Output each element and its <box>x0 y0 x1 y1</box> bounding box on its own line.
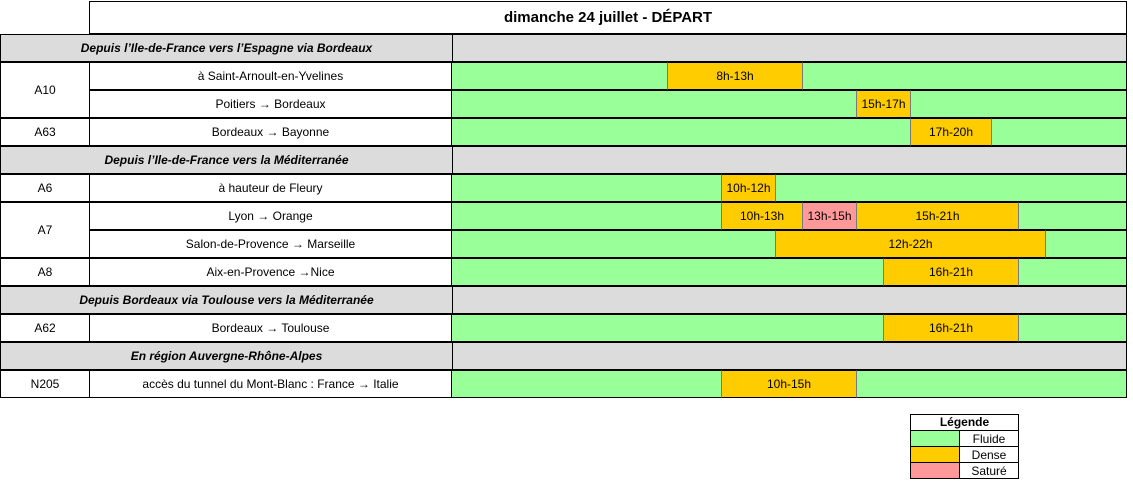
traffic-segment-fluide <box>452 174 722 202</box>
road-label: A8 <box>0 258 90 286</box>
traffic-segment-fluide <box>452 90 857 118</box>
road-label: A7 <box>0 202 90 258</box>
traffic-segment-fluide <box>992 118 1127 146</box>
traffic-segment-fluide <box>452 118 911 146</box>
traffic-segment-fluide <box>452 62 668 90</box>
legend-title: Légende <box>910 414 1019 431</box>
road-label: A6 <box>0 174 90 202</box>
traffic-segment-fluide <box>1019 258 1127 286</box>
traffic-segment-dense: 15h-21h <box>857 202 1019 230</box>
chart-title: dimanche 24 juillet - DÉPART <box>89 1 1127 34</box>
legend-swatch-sature <box>910 462 960 479</box>
route-description: à hauteur de Fleury <box>89 174 452 202</box>
route-description: Poitiers → Bordeaux <box>89 90 452 118</box>
traffic-segment-dense: 10h-13h <box>722 202 803 230</box>
traffic-segment-fluide <box>452 314 884 342</box>
section-bar-area <box>452 286 1127 314</box>
traffic-segment-dense: 15h-17h <box>857 90 911 118</box>
traffic-segment-fluide <box>911 90 1127 118</box>
traffic-segment-fluide <box>803 62 1127 90</box>
traffic-segment-sature: 13h-15h <box>803 202 857 230</box>
legend-swatch-dense <box>910 446 960 463</box>
traffic-segment-fluide <box>452 202 722 230</box>
section-bar-area <box>452 342 1127 370</box>
road-label: N205 <box>0 370 90 398</box>
road-label: A62 <box>0 314 90 342</box>
section-label: En région Auvergne-Rhône-Alpes <box>0 342 453 370</box>
traffic-segment-dense: 17h-20h <box>911 118 992 146</box>
traffic-segment-fluide <box>776 174 1127 202</box>
traffic-segment-dense: 16h-21h <box>884 258 1019 286</box>
traffic-segment-dense: 10h-12h <box>722 174 776 202</box>
legend-swatch-fluide <box>910 430 960 447</box>
traffic-segment-fluide <box>857 370 1127 398</box>
legend-label-fluide: Fluide <box>959 430 1019 447</box>
route-description: accès du tunnel du Mont-Blanc : France → Italie <box>89 370 452 398</box>
legend-label-sature: Saturé <box>959 462 1019 479</box>
traffic-segment-fluide <box>1046 230 1127 258</box>
route-description: Bordeaux → Toulouse <box>89 314 452 342</box>
road-label: A63 <box>0 118 90 146</box>
section-label: Depuis Bordeaux via Toulouse vers la Méditerranée <box>0 286 453 314</box>
traffic-segment-dense: 10h-15h <box>722 370 857 398</box>
traffic-segment-dense: 16h-21h <box>884 314 1019 342</box>
traffic-segment-dense: 12h-22h <box>776 230 1046 258</box>
section-bar-area <box>452 34 1127 62</box>
section-label: Depuis l’Ile-de-France vers la Méditerranée <box>0 146 453 174</box>
route-description: Lyon → Orange <box>89 202 452 230</box>
traffic-segment-fluide <box>1019 202 1127 230</box>
traffic-segment-fluide <box>452 230 776 258</box>
route-description: Bordeaux → Bayonne <box>89 118 452 146</box>
legend-label-dense: Dense <box>959 446 1019 463</box>
road-label: A10 <box>0 62 90 118</box>
section-label: Depuis l’Ile-de-France vers l’Espagne via Bordeaux <box>0 34 453 62</box>
section-bar-area <box>452 146 1127 174</box>
route-description: à Saint-Arnoult-en-Yvelines <box>89 62 452 90</box>
traffic-segment-fluide <box>452 258 884 286</box>
traffic-segment-dense: 8h-13h <box>668 62 803 90</box>
traffic-segment-fluide <box>1019 314 1127 342</box>
traffic-segment-fluide <box>452 370 722 398</box>
route-description: Salon-de-Provence → Marseille <box>89 230 452 258</box>
route-description: Aix-en-Provence →Nice <box>89 258 452 286</box>
